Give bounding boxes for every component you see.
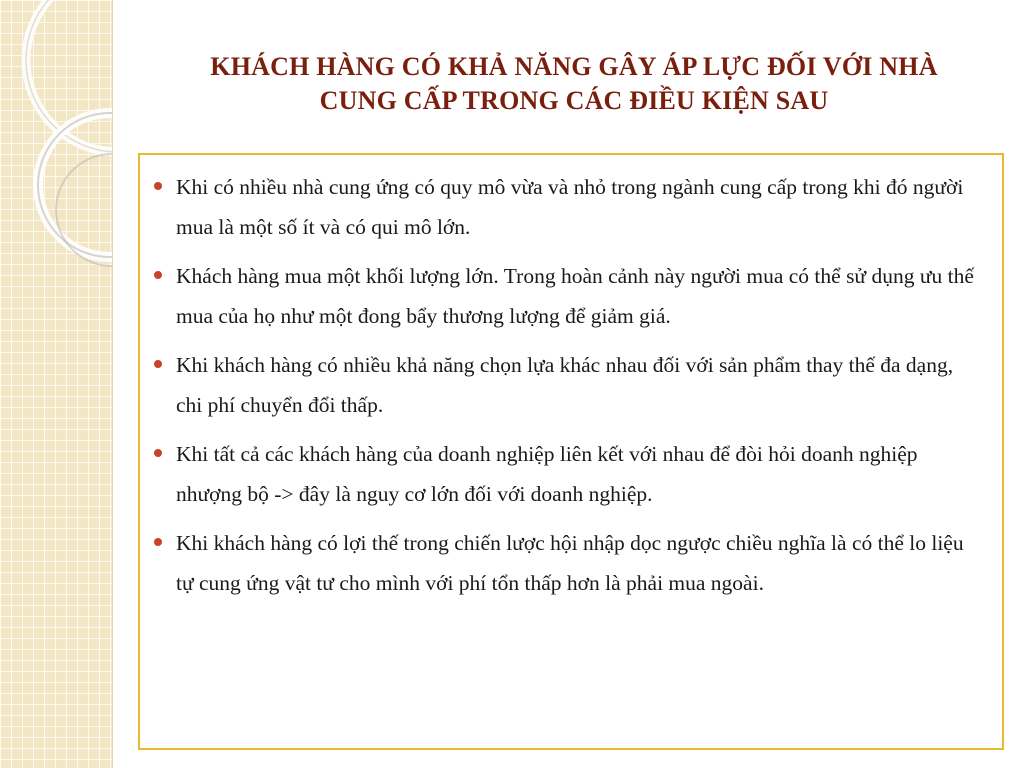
decorative-ring-2 <box>38 113 112 257</box>
bullet-dot-icon <box>154 538 162 546</box>
decorative-rings <box>0 0 112 768</box>
slide-title <box>124 50 1024 118</box>
decorative-ring-2-outline <box>38 113 112 257</box>
bullet-dot-icon <box>154 182 162 190</box>
bullet-dot-icon <box>154 449 162 457</box>
decorative-side-panel <box>0 0 112 768</box>
bullet-item <box>176 167 984 247</box>
bullet-text: Khi khách hàng có nhiều khả năng chọn lựa khác nhau đối với sản phẩm thay thế đa dạng, chi phí chuyển đổi thấp. <box>176 353 954 417</box>
bullet-list <box>140 155 1002 603</box>
bullet-dot-icon <box>154 360 162 368</box>
bullet-item <box>176 256 984 336</box>
bullet-text: Khi có nhiều nhà cung ứng có quy mô vừa và nhỏ trong ngành cung cấp trong khi đó người mua là một số ít và có qui mô lớn. <box>176 175 964 239</box>
title-line-1: KHÁCH HÀNG CÓ KHẢ NĂNG GÂY ÁP LỰC ĐỐI VỚI NHÀ <box>210 52 938 81</box>
bullet-item <box>176 434 984 514</box>
side-panel-divider <box>112 0 113 768</box>
bullet-dot-icon <box>154 271 162 279</box>
bullet-item <box>176 345 984 425</box>
title-line-2: CUNG CẤP TRONG CÁC ĐIỀU KIỆN SAU <box>319 86 829 115</box>
bullet-text: Khi tất cả các khách hàng của doanh nghiệp liên kết với nhau để đòi hỏi doanh nghiệp nhượng bộ -> đây là nguy cơ lớn đối với doanh nghiệp. <box>176 442 918 506</box>
bullet-item <box>176 523 984 603</box>
bullet-text: Khách hàng mua một khối lượng lớn. Trong hoàn cảnh này người mua có thể sử dụng ưu thế mua của họ như một đong bẩy thương lượng để giảm giá. <box>176 264 974 328</box>
bullet-text: Khi khách hàng có lợi thế trong chiến lược hội nhập dọc ngược chiều nghĩa là có thể lo liệu tự cung ứng vật tư cho mình với phí tổn thấp hơn là phải mua ngoài. <box>176 531 964 595</box>
content-box <box>138 153 1004 750</box>
